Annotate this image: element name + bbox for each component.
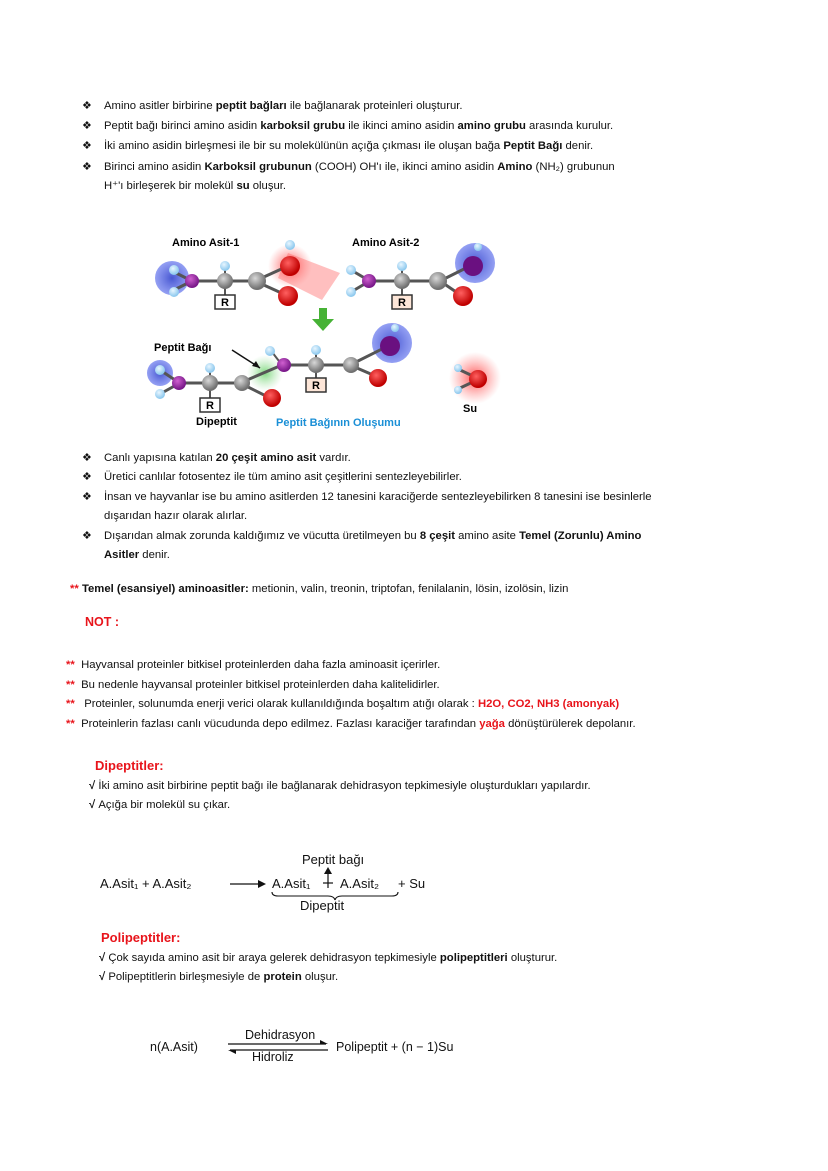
bold-text: Peptit Bağı (503, 140, 563, 152)
text: İki amino asit birbirine peptit bağı ile bağlanarak dehidrasyon tepkimesiyle oluşturdukları yapılardır. (98, 780, 591, 792)
carbon-atom (202, 375, 218, 391)
essential-label: Temel (esansiyel) aminoasitler: (81, 583, 249, 595)
text: H⁺'ı birleşerek bir molekül (104, 180, 237, 192)
equation-bottom-label: Hidroliz (252, 1050, 294, 1064)
text: (COOH) OH'ı ile, ikinci amino asidin (311, 161, 498, 173)
nitrogen-atom (172, 376, 186, 390)
carbon-atom (308, 357, 324, 373)
oxygen-atom (263, 389, 281, 407)
text: Çok sayıda amino asit bir araya gelerek dehidrasyon tepkimesiyle (108, 952, 440, 964)
diamond-bullet-icon: ❖ (82, 491, 92, 503)
hydrogen-atom (169, 287, 179, 297)
equation-right: Polipeptit + (n − 1)Su (336, 1040, 454, 1054)
water-label: Su (463, 403, 478, 415)
bold-text: 8 çeşit (419, 530, 456, 542)
carbon-atom (394, 273, 410, 289)
hydrogen-atom (474, 243, 482, 251)
bold-text: Karboksil grubunun (204, 161, 312, 173)
stars-marker: ** (70, 583, 79, 595)
amino-list-item-1 (104, 451, 351, 465)
amino-list-item-3 (104, 490, 652, 504)
hydrogen-atom (391, 324, 399, 332)
reaction-arrow-icon (228, 878, 268, 890)
diamond-bullet-icon: ❖ (82, 161, 92, 173)
bold-text: su (236, 180, 250, 192)
amino-acid-1-label: Amino Asit-1 (172, 237, 240, 249)
diamond-bullet-icon: ❖ (82, 471, 92, 483)
hydrogen-atom (155, 389, 165, 399)
r-group-label: R (221, 297, 229, 309)
note-item-4 (66, 717, 636, 731)
bold-text: protein (263, 971, 302, 983)
reaction-arrow-icon (312, 308, 334, 331)
dipeptide-label: Dipeptit (196, 416, 237, 428)
hydrogen-atom (397, 261, 407, 271)
stars-marker: ** (66, 679, 75, 691)
bold-text: 20 çeşit amino asit (215, 452, 317, 464)
text: Dışarıdan almak zorunda kaldığımız ve vücutta üretilmeyen bu (104, 530, 420, 542)
dipeptides-title: Dipeptitler: (95, 758, 164, 773)
bold-text: polipeptitleri (439, 952, 508, 964)
text: oluşur. (301, 971, 339, 983)
r-group-label: R (312, 380, 320, 392)
r-group-label: R (206, 400, 214, 412)
r-group-label: R (398, 297, 406, 309)
hydrogen-atom (155, 365, 165, 375)
bold-text: peptit bağları (215, 100, 287, 112)
equation-left: n(A.Asit) (150, 1040, 198, 1054)
text: Açığa bir molekül su çıkar. (98, 799, 231, 811)
checkmark-icon: √ (99, 971, 106, 983)
text: oluşur. (249, 180, 287, 192)
hydrogen-atom (454, 386, 462, 394)
text: Peptit bağı birinci amino asidin (104, 120, 261, 132)
hydrogen-atom (346, 265, 356, 275)
dipeptides-item-2 (89, 798, 230, 812)
equation-top-label: Dehidrasyon (245, 1028, 316, 1042)
dipeptides-item-1 (89, 779, 591, 793)
bold-text: amino grubu (457, 120, 526, 132)
text: Proteinlerin fazlası canlı vücudunda depo edilmez. Fazlası karaciğer tarafından (81, 718, 480, 730)
intro-item-3 (104, 139, 593, 153)
text: Üretici canlılar fotosentez ile tüm amino asit çeşitlerini sentezleyebilirler. (104, 471, 462, 483)
text: dışarıdan hazır olarak alırlar. (104, 510, 248, 522)
amino-list-item-4 (104, 529, 641, 543)
peptide-bond-label: Peptit Bağı (154, 342, 212, 354)
note-item-3 (66, 697, 619, 711)
equation-right-2: A.Asit₂ (340, 876, 379, 891)
nitrogen-atom (362, 274, 376, 288)
oxygen-atom (469, 370, 487, 388)
bold-text: Amino (497, 161, 533, 173)
stars-marker: ** (66, 698, 75, 710)
carbon-atom (429, 272, 447, 290)
text: denir. (562, 140, 594, 152)
oxygen-atom (463, 256, 483, 276)
amino-list-item-4-line2 (104, 548, 170, 562)
text: ile ikinci amino asidin (345, 120, 458, 132)
checkmark-icon: √ (89, 780, 96, 792)
equation-label-top: Peptit bağı (302, 852, 365, 867)
polypeptides-title: Polipeptitler: (101, 930, 181, 945)
polypeptides-item-2 (99, 970, 338, 984)
water-molecule (449, 352, 501, 404)
oxygen-atom (278, 286, 298, 306)
oxygen-atom (453, 286, 473, 306)
text: amino asite (455, 530, 520, 542)
hydrogen-atom (220, 261, 230, 271)
amino-list-item-2 (104, 470, 462, 484)
text: Canlı yapısına katılan (104, 452, 216, 464)
diamond-bullet-icon: ❖ (82, 452, 92, 464)
carbon-atom (234, 375, 250, 391)
carbon-atom (343, 357, 359, 373)
oxygen-atom (380, 336, 400, 356)
text: vardır. (316, 452, 351, 464)
equation-label-bottom: Dipeptit (300, 898, 345, 913)
diagram-caption: Peptit Bağının Oluşumu (276, 417, 401, 429)
nitrogen-atom (277, 358, 291, 372)
essential-amino-acids (70, 582, 568, 596)
note-item-1 (66, 658, 440, 672)
diamond-bullet-icon: ❖ (82, 530, 92, 542)
hydrogen-atom (285, 240, 295, 250)
equation-left: A.Asit₁ + A.Asit₂ (100, 876, 192, 891)
carbon-atom (217, 273, 233, 289)
equation-plus-water: + Su (398, 876, 426, 891)
text: Birinci amino asidin (104, 161, 205, 173)
amino-acid-2-structure (346, 243, 495, 309)
text: İki amino asidin birleşmesi ile bir su molekülünün açığa çıkması ile oluşan bağa (104, 140, 504, 152)
text: arasında kurulur. (525, 120, 614, 132)
bold-text: karboksil grubu (260, 120, 346, 132)
bond-arrow-icon (322, 866, 334, 890)
equation-right-1: A.Asit₁ (272, 876, 311, 891)
stars-marker: ** (66, 718, 75, 730)
checkmark-icon: √ (89, 799, 96, 811)
text: dönüştürülerek depolanır. (504, 718, 636, 730)
peptide-bond-diagram (140, 228, 520, 433)
hydrogen-atom (205, 363, 215, 373)
hydrogen-atom (169, 265, 179, 275)
amino-list-item-3-line2 (104, 509, 247, 523)
intro-item-4-line2 (104, 179, 286, 193)
text: Proteinler, solunumda enerji verici olarak kullanıldığında boşaltım atığı olarak : (84, 698, 478, 710)
diamond-bullet-icon: ❖ (82, 100, 92, 112)
dipeptide-structure (147, 323, 412, 412)
hydrogen-atom (454, 364, 462, 372)
oxygen-atom (280, 256, 300, 276)
carbon-atom (248, 272, 266, 290)
bold-text: Asitler (104, 549, 140, 561)
essential-list: metionin, valin, treonin, triptofan, fenilalanin, lösin, izolösin, lizin (248, 583, 569, 595)
text: Bu nedenle hayvansal proteinler bitkisel proteinlerden daha kalitelidirler. (81, 679, 440, 691)
stars-marker: ** (66, 659, 75, 671)
diamond-bullet-icon: ❖ (82, 120, 92, 132)
highlight-text: H2O, CO2, NH3 (amonyak) (477, 698, 620, 710)
intro-item-4 (104, 160, 615, 174)
polypeptides-item-1 (99, 951, 557, 965)
text: Polipeptitlerin birleşmesiyle de (108, 971, 264, 983)
highlight-text: yağa (479, 718, 505, 730)
note-title: NOT : (85, 615, 120, 629)
text: Amino asitler birbirine (104, 100, 216, 112)
note-item-2 (66, 678, 440, 692)
amino-acid-2-label: Amino Asit-2 (352, 237, 420, 249)
hydrogen-atom (311, 345, 321, 355)
amino-acid-1-structure (155, 240, 340, 309)
text: ile bağlanarak proteinleri oluşturur. (286, 100, 463, 112)
checkmark-icon: √ (99, 952, 106, 964)
oxygen-atom (369, 369, 387, 387)
bold-text: Temel (Zorunlu) Amino (519, 530, 642, 542)
hydrogen-atom (265, 346, 275, 356)
text: oluşturur. (507, 952, 558, 964)
diamond-bullet-icon: ❖ (82, 140, 92, 152)
text: denir. (139, 549, 170, 561)
intro-item-1 (104, 99, 463, 113)
text: Hayvansal proteinler bitkisel proteinlerden daha fazla aminoasit içerirler. (81, 659, 441, 671)
intro-item-2 (104, 119, 613, 133)
hydrogen-atom (346, 287, 356, 297)
text: (NH₂) grubunun (532, 161, 615, 173)
text: İnsan ve hayvanlar ise bu amino asitlerden 12 tanesini karaciğerde sentezleyebilirken 8 tanesini ise besinlerle (104, 491, 652, 503)
nitrogen-atom (185, 274, 199, 288)
